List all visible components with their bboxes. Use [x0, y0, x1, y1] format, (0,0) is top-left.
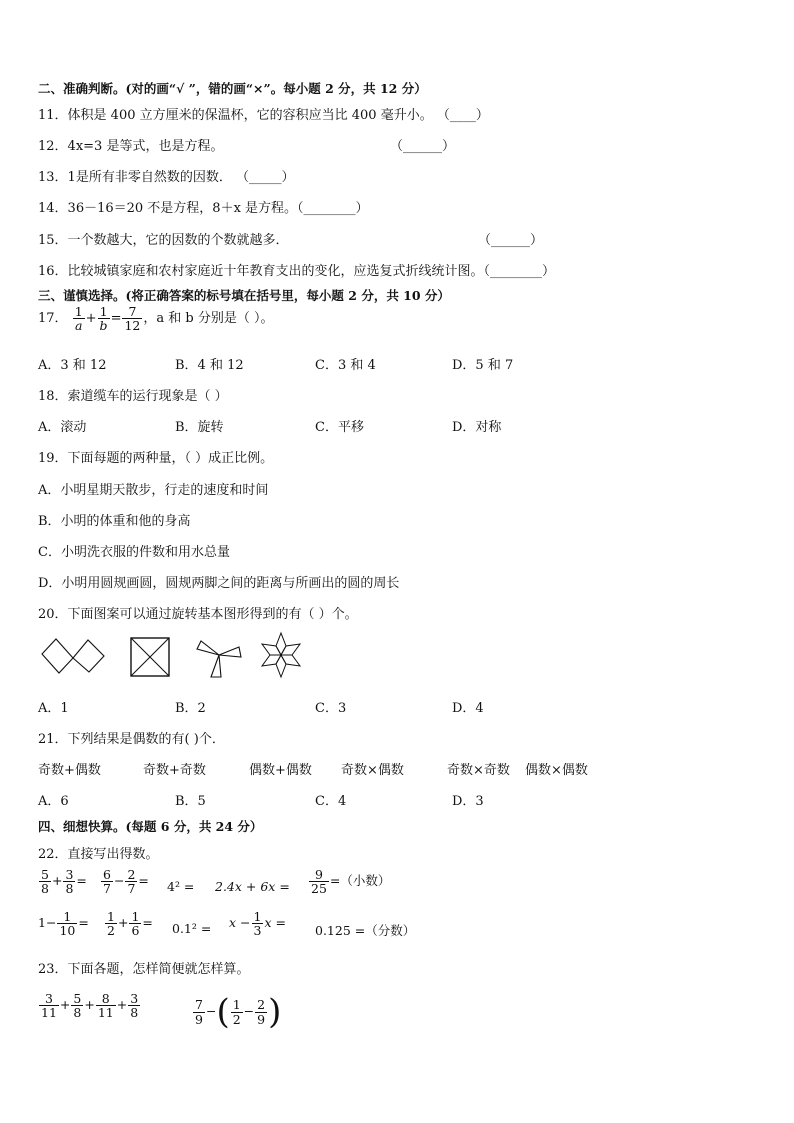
q18-option-b: B．旋转 — [175, 420, 224, 435]
fraction: $\frac{7}{12}$ — [124, 304, 141, 334]
section-3-title: 三、谨慎选择。(将正确答案的标号填在括号里，每小题 2 分，共 10 分） — [38, 288, 450, 303]
figure-square-with-diagonals — [129, 636, 171, 678]
question-16: 16．比较城镇家庭和农村家庭近十年教育支出的变化，应选复式折线统计图。（________） — [38, 264, 556, 279]
q20-option-c: C．3 — [315, 701, 347, 716]
q18-option-d: D．对称 — [452, 420, 502, 435]
question-21: 21．下列结果是偶数的有( )个． — [38, 732, 225, 747]
q18-option-c: C．平移 — [315, 420, 364, 435]
figure-star-of-rhombi — [259, 631, 303, 679]
q21-item: 奇数+奇数 — [143, 763, 206, 778]
question-20: 20．下面图案可以通过旋转基本图形得到的有（ ）个。 — [38, 607, 358, 622]
q19-option-c: C．小明洗衣服的件数和用水总量 — [38, 545, 230, 560]
calc-expression: 1− $\frac{1}{10}$ = — [38, 909, 89, 939]
q21-option-b: B．5 — [175, 794, 206, 809]
q20-option-d: D．4 — [452, 701, 484, 716]
calc-expression: 4² = — [167, 879, 195, 894]
section-4-title: 四、细想快算。(每题 6 分，共 24 分） — [38, 819, 263, 834]
calc-expression: 0.125 =（分数） — [315, 923, 416, 938]
calc-expression: $\frac{9}{25}$ =（小数） — [311, 867, 391, 897]
question-15: 15．一个数越大，它的因数的个数就越多． — [38, 233, 289, 248]
q19-option-d: D．小明用圆规画圆，圆规两脚之间的距离与所画出的圆的周长 — [38, 576, 400, 591]
question-14: 14．36－16＝20 不是方程，8＋x 是方程。（________） — [38, 201, 369, 216]
question-22: 22．直接写出得数。 — [38, 847, 159, 862]
q17-option-b: B．4 和 12 — [175, 358, 244, 373]
q17-option-d: D．5 和 7 — [452, 358, 514, 373]
calc-expression: 2.4x + 6x = — [215, 879, 290, 894]
q21-item: 奇数×奇数 — [447, 763, 510, 778]
q21-item: 奇数×偶数 — [341, 763, 404, 778]
q20-option-b: B．2 — [175, 701, 206, 716]
fraction: $\frac{1}{b}$ — [99, 304, 108, 334]
simplify-expression-1: $\frac{3}{11}$ + $\frac{5}{8}$ + $\frac{8}{11}$ + $\frac{3}{8}$ — [41, 991, 139, 1021]
q19-option-b: B．小明的体重和他的身高 — [38, 514, 191, 529]
calc-expression: $\frac{5}{8}$ + $\frac{3}{8}$ = — [41, 867, 87, 897]
question-18: 18．索道缆车的运行现象是（ ） — [38, 389, 228, 404]
q18-option-a: A．滚动 — [38, 420, 87, 435]
question-12-answer-paren: （______） — [390, 139, 456, 154]
q20-option-a: A．1 — [38, 701, 69, 716]
calc-expression: $\frac{1}{2}$ + $\frac{1}{6}$ = — [107, 909, 153, 939]
question-11: 11．体积是 400 立方厘米的保温杯，它的容积应当比 400 毫升小。 （____） — [38, 108, 489, 123]
question-17-tail: ，a 和 b 分别是（ ）。 — [143, 311, 274, 327]
question-23: 23．下面各题，怎样简便就怎样算。 — [38, 962, 250, 977]
q17-option-a: A．3 和 12 — [38, 358, 107, 373]
q17-option-c: C．3 和 4 — [315, 358, 376, 373]
calc-expression: $\frac{6}{7}$ − $\frac{2}{7}$ = — [103, 867, 149, 897]
question-13: 13．1是所有非零自然数的因数． （_____） — [38, 170, 295, 185]
calc-expression: 0.1² = — [172, 921, 212, 936]
section-2-title: 二、准确判断。(对的画“√ ”，错的画“×”。每小题 2 分，共 12 分） — [38, 81, 427, 96]
calc-expression: x − $\frac{1}{3}$ x = — [229, 909, 286, 939]
question-19: 19．下面每题的两种量，（ ）成正比例。 — [38, 451, 274, 466]
simplify-expression-2: $\frac{7}{9}$ −( $\frac{1}{2}$ − $\frac{2}{9}$ ) — [195, 992, 282, 1032]
q21-option-d: D．3 — [452, 794, 484, 809]
fraction: $\frac{1}{a}$ — [74, 304, 83, 334]
question-15-answer-paren: （______） — [478, 233, 544, 248]
q21-item: 奇数+偶数 — [38, 763, 101, 778]
q21-option-a: A．6 — [38, 794, 69, 809]
question-17: 17． $\frac{1}{a}$ + $\frac{1}{b}$ = $\frac{7}{12}$ ，a 和 b 分别是（ ）。 — [38, 304, 274, 334]
question-17-number: 17． — [38, 311, 68, 327]
q21-option-c: C．4 — [315, 794, 347, 809]
q19-option-a: A．小明星期天散步，行走的速度和时间 — [38, 483, 269, 498]
question-12: 12．4x=3 是等式，也是方程。 — [38, 139, 224, 154]
q21-item: 偶数+偶数 — [249, 763, 312, 778]
figure-two-squares — [40, 634, 106, 674]
figure-pinwheel — [195, 635, 245, 679]
q21-item: 偶数×偶数 — [525, 763, 588, 778]
